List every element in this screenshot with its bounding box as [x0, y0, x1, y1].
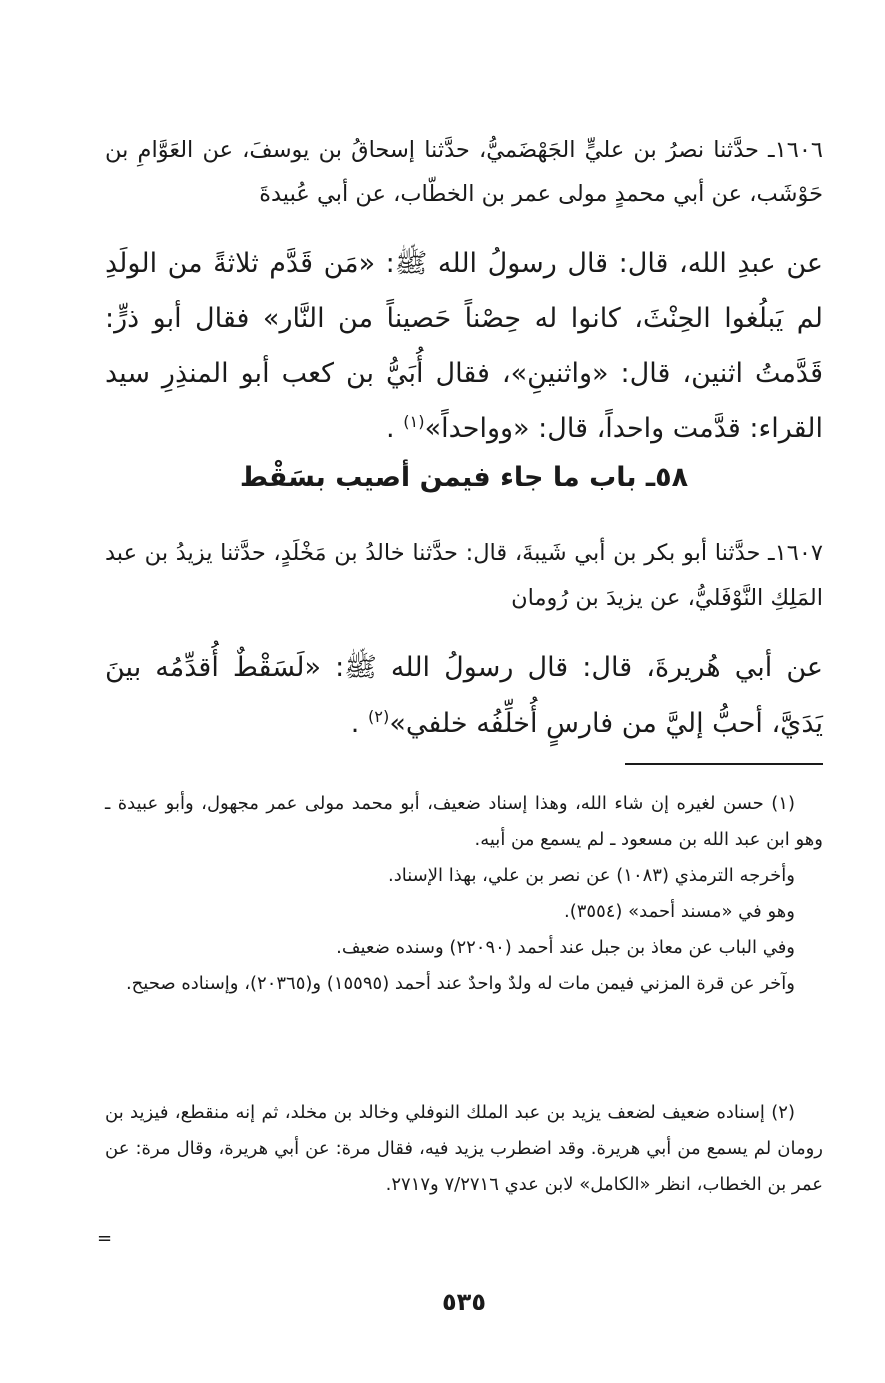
hadith-1606-matn-end: . — [386, 413, 395, 444]
page-number: ٥٣٥ — [442, 1288, 486, 1316]
hadith-1606-matn — [105, 236, 823, 456]
footnote-1-line-3: وهو في «مسند أحمد» (٣٥٥٤). — [563, 901, 795, 922]
hadith-1607-matn-text: عن أبي هُريرةَ، قال: قال رسولُ الله ﷺ: «لَسَقْطٌ أُقدِّمُه بينَ يَدَيَّ، أحبُّ إليَّ من فارسٍ أُخلِّفُه خلفي» — [105, 652, 823, 739]
footnote-2 — [105, 1095, 823, 1203]
footnote-1-line-1: (١) حسن لغيره إن شاء الله، وهذا إسناد ضعيف، أبو محمد مولى عمر مجهول، وأبو عبيدة ـ وهو ابن عبد الله بن مسعود ـ لم يسمع من أبيه. — [105, 793, 823, 850]
footnote-separator — [625, 763, 823, 765]
footnote-1 — [105, 786, 823, 1002]
hadith-1607-matn-end: . — [350, 708, 360, 739]
footnote-ref-2: (٢) — [367, 707, 390, 726]
continuation-mark: = — [97, 1228, 113, 1249]
hadith-1606-isnad: ١٦٠٦ـ حدَّثنا نصرُ بن عليٍّ الجَهْضَميُّ، حدَّثنا إسحاقُ بن يوسفَ، عن العَوَّامِ بن حَوْشَب، عن أبي محمدٍ مولى عمر بن الخطّاب، عن أبي عُبيدةَ — [105, 137, 823, 207]
footnote-1-line-5: وآخر عن قرة المزني فيمن مات له ولدٌ واحدٌ عند أحمد (١٥٥٩٥) و(٢٠٣٦٥)، وإسناده صحيح. — [125, 973, 795, 994]
hadith-1607-isnad: ١٦٠٧ـ حدَّثنا أبو بكر بن أبي شَيبةَ، قال: حدَّثنا خالدُ بن مَخْلَدٍ، حدَّثنا يزيدُ بن عبد المَلِكِ النَّوْفَليُّ، عن يزيدَ بن رُومان — [105, 540, 823, 611]
hadith-1606-matn-text: عن عبدِ الله، قال: قال رسولُ الله ﷺ: «مَن قَدَّم ثلاثةً من الولَدِ لم يَبلُغوا الحِنْثَ، كانوا له حِصْناً حَصيناً من النَّار» فقال أبو ذرٍّ: قَدَّمتُ اثنين، قال: «واثنينِ»، فقال أُبَيُّ بن كعب أبو المنذِرِ سيد القراء: قدَّمت واحداً، قال: «وواحداً» — [105, 248, 823, 444]
hadith-1607-matn — [105, 640, 823, 752]
footnote-1-line-4: وفي الباب عن معاذ بن جبل عند أحمد (٢٢٠٩٠) وسنده ضعيف. — [336, 937, 795, 958]
footnote-1-line-2: وأخرجه الترمذي (١٠٨٣) عن نصر بن علي، بهذا الإسناد. — [387, 865, 795, 886]
footnote-ref-1: (١) — [403, 412, 425, 431]
chapter-heading: ٥٨ـ باب ما جاء فيمن أصيب بسَقْط — [239, 462, 689, 493]
footnote-2-text: (٢) إسناده ضعيف لضعف يزيد بن عبد الملك النوفلي وخالد بن مخلد، ثم إنه منقطع، فيزيد بن رومان لم يسمع من أبي هريرة. وقد اضطرب يزيد فيه، فقال مرة: عن أبي هريرة، وقال مرة: عن عمر بن الخطاب، انظر «الكامل» لابن عدي ٧/٢٧١٦ و٢٧١٧. — [105, 1102, 823, 1195]
